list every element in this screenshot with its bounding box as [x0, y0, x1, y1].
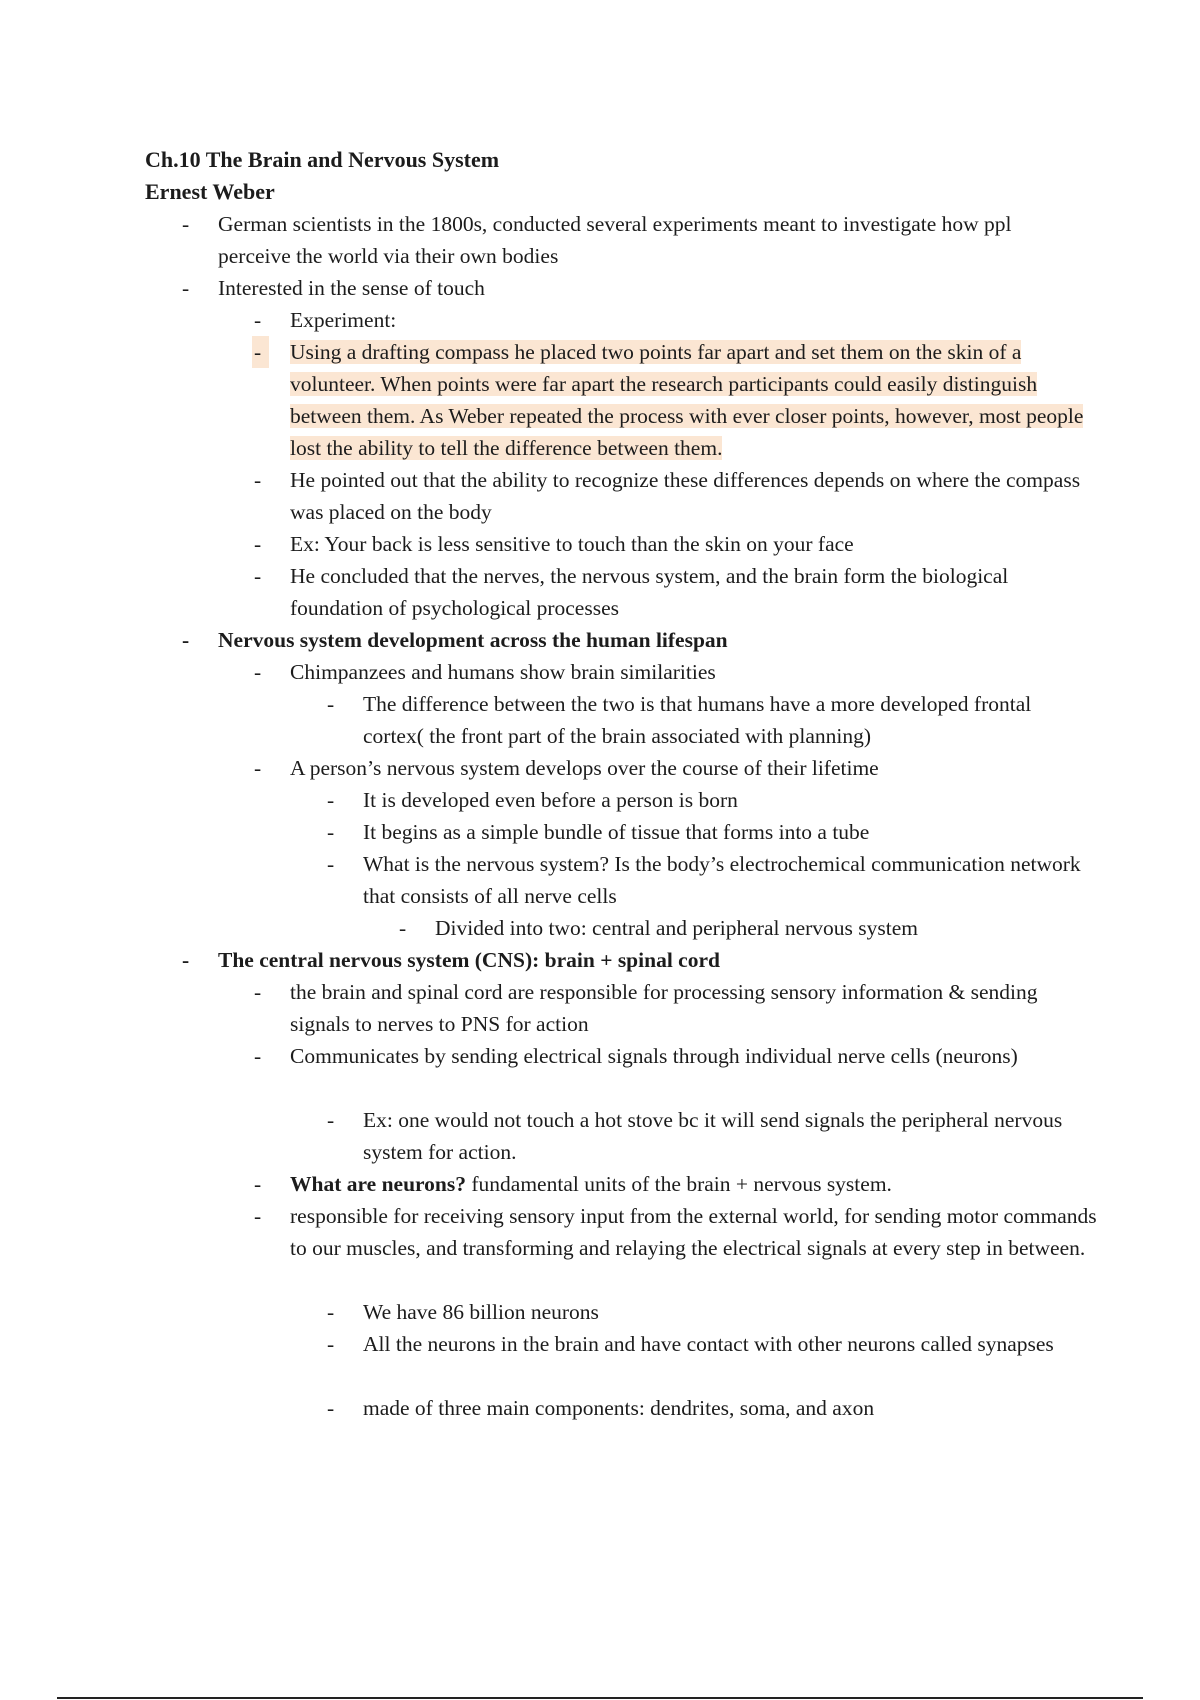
list-item-text: Interested in the sense of touch [218, 276, 485, 300]
list-item [327, 688, 1067, 752]
bullet-dash: - [327, 1396, 335, 1420]
list-item [327, 1392, 1127, 1424]
highlighted-text: Using a drafting compass he placed two points far apart and set them on the skin of a volunteer. When points were far apart the research participants could easily distinguish between them. As Weber repeated the process with ever closer points, however, most people lost the ability to tell the difference between them. [290, 340, 1084, 460]
list-item-text: He concluded that the nerves, the nervous system, and the brain form the biological foundation of psychological processes [290, 564, 1009, 620]
list-item [182, 272, 1082, 304]
bullet-dash: - [182, 948, 190, 972]
bullet-dash: - [254, 756, 262, 780]
bullet-dash: - [254, 308, 262, 332]
bullet-dash: - [254, 1204, 262, 1228]
bullet-dash: - [327, 852, 335, 876]
list-item [254, 1168, 1114, 1200]
list-item [254, 1040, 1044, 1072]
bullet-dash: - [182, 276, 190, 300]
bullet-dash: - [254, 532, 262, 556]
bullet-dash: - [254, 1044, 262, 1068]
list-item-text: Chimpanzees and humans show brain similarities [290, 660, 716, 684]
list-item-text: It begins as a simple bundle of tissue that forms into a tube [363, 820, 870, 844]
section-heading: Ernest Weber [145, 179, 275, 204]
bullet-dash: - [327, 692, 335, 716]
bullet-dash: - [252, 336, 269, 368]
list-item [254, 560, 1014, 624]
list-item-text: Communicates by sending electrical signals through individual nerve cells (neurons) [290, 1044, 1018, 1068]
bullet-dash: - [327, 788, 335, 812]
bullet-dash: - [327, 820, 335, 844]
list-item [399, 912, 1099, 944]
bold-question: What are neurons? [290, 1172, 466, 1196]
bullet-dash: - [254, 564, 262, 588]
list-item-text: fundamental units of the brain + nervous system. [466, 1172, 892, 1196]
list-item-text: A person’s nervous system develops over the course of their lifetime [290, 756, 879, 780]
list-item [254, 976, 1074, 1040]
list-item [327, 1296, 1127, 1328]
list-item [327, 848, 1107, 912]
bottom-divider [57, 1697, 1143, 1699]
list-item-text: responsible for receiving sensory input from the external world, for sending motor commands to our muscles, and transforming and relaying the electrical signals at every step in between. [290, 1204, 1097, 1260]
list-item [254, 752, 1114, 784]
list-item-heading [182, 624, 1082, 656]
list-item-text: German scientists in the 1800s, conducted several experiments meant to investigate how ppl perceive the world via their own bodies [218, 212, 1012, 268]
list-item-text: Ex: one would not touch a hot stove bc it will send signals the peripheral nervous system for action. [363, 1108, 1063, 1164]
list-item-text: The difference between the two is that humans have a more developed frontal cortex( the front part of the brain associated with planning) [363, 692, 1032, 748]
list-item [327, 1328, 1087, 1360]
list-item [327, 784, 1127, 816]
bullet-dash: - [327, 1332, 335, 1356]
highlighted-list-item [254, 336, 1084, 464]
list-item-text: The central nervous system (CNS): brain + spinal cord [218, 948, 720, 972]
bullet-dash: - [182, 628, 190, 652]
bullet-dash: - [254, 660, 262, 684]
bullet-dash: - [254, 468, 262, 492]
list-item [327, 1104, 1087, 1168]
list-item-text: the brain and spinal cord are responsible for processing sensory information & sending signals to nerves to PNS for action [290, 980, 1038, 1036]
list-item [182, 208, 1082, 272]
list-item-text: It is developed even before a person is born [363, 788, 738, 812]
list-item-text: Ex: Your back is less sensitive to touch than the skin on your face [290, 532, 854, 556]
list-item-text: He pointed out that the ability to recognize these differences depends on where the compass was placed on the body [290, 468, 1081, 524]
list-item-text: Nervous system development across the human lifespan [218, 628, 728, 652]
list-item-text: Experiment: [290, 308, 397, 332]
list-item-text: What is the nervous system? Is the body’s electrochemical communication network that consists of all nerve cells [363, 852, 1081, 908]
bullet-dash: - [327, 1300, 335, 1324]
bullet-dash: - [182, 212, 190, 236]
list-item-text: We have 86 billion neurons [363, 1300, 599, 1324]
bullet-dash: - [327, 1108, 335, 1132]
list-item [327, 816, 1127, 848]
page-title: Ch.10 The Brain and Nervous System [145, 147, 500, 172]
list-item [254, 464, 1114, 528]
list-item [254, 528, 1114, 560]
list-item-text: made of three main components: dendrites, soma, and axon [363, 1396, 875, 1420]
list-item [254, 656, 1114, 688]
list-item-text: All the neurons in the brain and have contact with other neurons called synapses [363, 1332, 1054, 1356]
list-item [254, 304, 1114, 336]
list-item-heading [182, 944, 1082, 976]
bullet-dash: - [399, 916, 407, 940]
bullet-dash: - [254, 1172, 262, 1196]
list-item [254, 1200, 1114, 1264]
list-item-text: Divided into two: central and peripheral nervous system [435, 916, 919, 940]
bullet-dash: - [254, 980, 262, 1004]
